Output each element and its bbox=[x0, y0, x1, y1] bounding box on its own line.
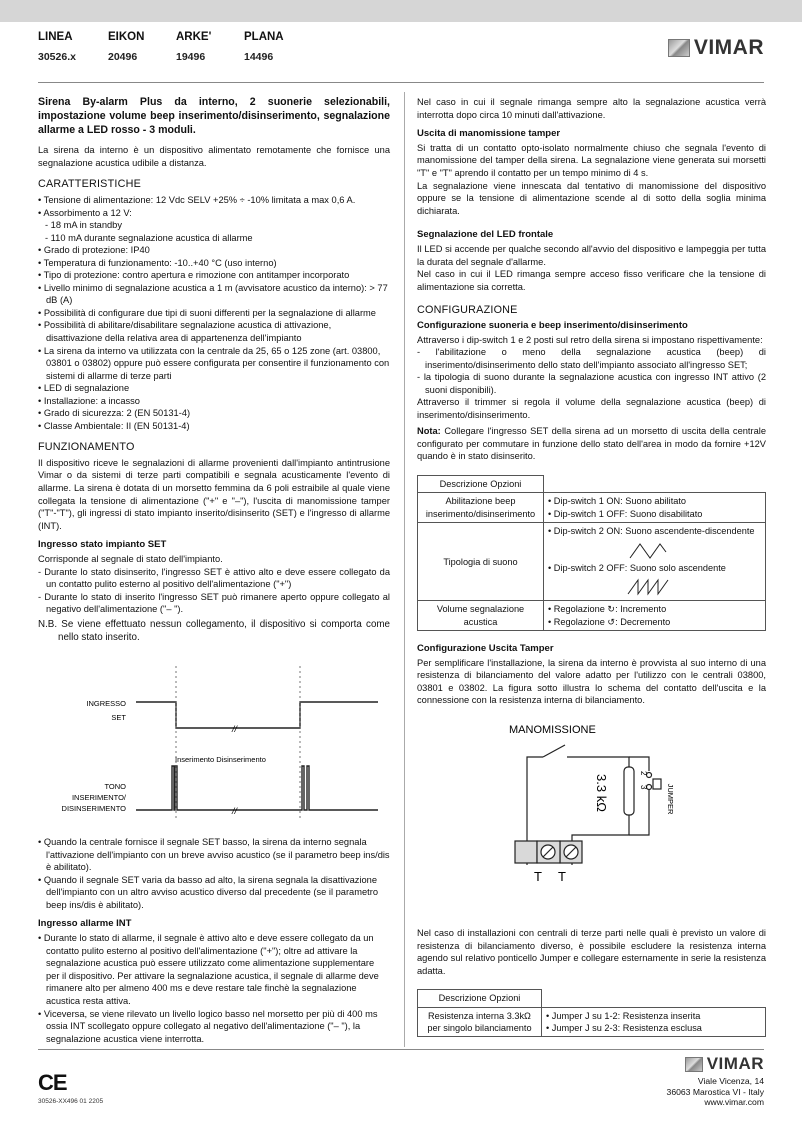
config-text: Attraverso i dip-switch 1 e 2 posti sul retro della sirena si impostano rispettivamente: bbox=[417, 334, 763, 345]
spec-item: • Assorbimento a 12 V: bbox=[38, 207, 390, 220]
timing-diagram bbox=[38, 658, 390, 828]
code-linea bbox=[38, 30, 118, 64]
spec-item: • Classe Ambientale: II (EN 50131-4) bbox=[38, 420, 390, 433]
table-header: Descrizione Opzioni bbox=[418, 476, 544, 493]
caratteristiche-heading: CARATTERISTICHE bbox=[38, 178, 141, 191]
option-value: • Dip-switch 1 OFF: Suono disabilitato bbox=[548, 508, 703, 519]
spec-item: • LED di segnalazione bbox=[38, 382, 390, 395]
footer-rule bbox=[38, 1049, 764, 1050]
set-item: - Durante lo stato di inserito l'ingresso SET può rimanere aperto oppure collegato al negativo dell'alimentazione ("– "). bbox=[38, 591, 390, 615]
tone-label: DISINSERIMENTO bbox=[61, 804, 126, 814]
tone-label: TONO bbox=[104, 782, 126, 792]
spec-subitem: - 18 mA in standby bbox=[45, 220, 122, 231]
funzionamento-heading: FUNZIONAMENTO bbox=[38, 441, 135, 454]
brand-word: VIMAR bbox=[706, 1054, 764, 1073]
spec-item: • Tensione di alimentazione: 12 Vdc SELV +25% ÷ -10% limitata a max 0,6 A. bbox=[38, 194, 390, 207]
set-item: - Durante lo stato disinserito, l'ingresso SET è attivo alto e deve essere collegato da un contatto pulito esterno al positivo dell'alimentazione ("+") bbox=[38, 566, 390, 590]
funzionamento-text: Il dispositivo riceve le segnalazioni di allarme provenienti dall'impianto antintrusione Vimar o da sistemi di terze parti compatibili e segnala acusticamente l'evento di allarme. La sirena è dotata di un morsetto femmina da 6 poli estraibile al quale viene collegata la tensione di alimentazione ("+" e "–"), l'uscita di manomissione tamper ("T"-"T"), gli ingressi di stato impianto inserito/disinserito (SET) e l'ingresso di allarme (INT). bbox=[38, 457, 390, 531]
document-number: 30526-XX496 01 2205 bbox=[38, 1098, 104, 1105]
top-band bbox=[0, 0, 802, 22]
config-item: - la tipologia di suono durante la segnalazione acustica con ingresso INT attivo (2 suoni disponibili). bbox=[417, 372, 766, 395]
led-heading: Segnalazione del LED frontale bbox=[417, 229, 554, 241]
option-value: • Regolazione ↻: Incremento bbox=[548, 604, 667, 615]
nb-note: N.B. Se viene effettuato nessun collegamento, il dispositivo si comporta come nello stato inserito. bbox=[38, 618, 390, 643]
set-label: SET bbox=[111, 713, 126, 723]
tamper-text: La segnalazione viene innescata dal tentativo di manomissione del dispositivo oppure se la tensione di alimentazione scende al di sotto della soglia minima dichiarata. bbox=[417, 180, 766, 216]
code-label: LINEA bbox=[38, 31, 73, 43]
third-party-text: Nel caso di installazioni con centrali di terze parti nelle quali è previsto un valore di resistenza di bilanciamento diverso, è possibile escludere la resistenza interna agendo sul relativo ponticello Jumper e collegare esternamente in serie la resistenza adatta. bbox=[417, 927, 766, 976]
spec-item: • Tipo di protezione: contro apertura e rimozione con antitamper incorporato bbox=[38, 269, 390, 282]
jumper-pin-2: 2 bbox=[639, 770, 648, 776]
terminal-label: T bbox=[534, 868, 542, 884]
config-item: - l'abilitazione o meno della segnalazione acustica (beep) di inserimento/disinserimento dello stato dell'impianto associato all'ingresso SET; bbox=[417, 347, 766, 370]
caratteristiche-list bbox=[38, 194, 390, 432]
int-item: • Durante lo stato di allarme, il segnale è attivo alto e deve essere collegato da un contatto pulito esterno al positivo dell'alimentazione ("+"); oltre ad attivare la segnalazione acustica può essere utilizzato come alimentazione supplementare per il dispositivo. Per attivare la segnalazione acustica, il segnale di allarme deve rimanere alto per almeno 400 ms e deve restare tale finchè la segnalazione acustica resta attiva. bbox=[38, 932, 390, 1007]
tamper-heading: Uscita di manomissione tamper bbox=[417, 128, 561, 140]
int-heading: Ingresso allarme INT bbox=[38, 918, 132, 930]
tamper-config-text: Per semplificare l'installazione, la sirena da interno è provvista al suo interno di una resistenza di bilanciamento del valore adatto per l'utilizzo con le centrali 03800, 03801 e 03802. La figura sotto illustra lo schema del contatto dell'uscita e la connessione con la resistenza interna di bilanciamento. bbox=[417, 657, 766, 706]
table-row bbox=[418, 601, 766, 631]
option-label: Volume segnalazione acustica bbox=[418, 601, 544, 631]
vimar-logo bbox=[668, 34, 764, 62]
code-label: EIKON bbox=[108, 31, 145, 43]
code-value: 19496 bbox=[176, 50, 206, 63]
timing-annotation: Inserimento Disinserimento bbox=[175, 755, 266, 765]
set-intro: Corrisponde al segnale di stato dell'impianto. bbox=[38, 554, 223, 564]
set-signal bbox=[136, 702, 378, 728]
set-behavior-item: • Quando il segnale SET varia da basso ad alto, la sirena segnala la disattivazione dell'impianto con un altro avviso acustico diverso dal precedente (se il parametro beep ins/dis è abilitato). bbox=[38, 874, 390, 912]
tamper-schematic bbox=[417, 715, 766, 915]
resistor-label: 3.3 kΩ bbox=[594, 774, 609, 812]
set-label: INGRESSO bbox=[86, 699, 126, 709]
tone-label: INSERIMENTO/ bbox=[71, 793, 126, 803]
code-value: 14496 bbox=[244, 50, 274, 63]
spec-item: • La sirena da interno va utilizzata con la centrale da 25, 65 o 125 zone (art. 03800, 03801 o 03802) oppure può essere configurata per consentire il funzionamento con sistemi di allarme di terze parti bbox=[38, 345, 390, 383]
code-value: 20496 bbox=[108, 50, 138, 63]
break-mark: // bbox=[232, 724, 238, 735]
option-value: • Jumper J su 1-2: Resistenza inserita bbox=[546, 1010, 701, 1021]
option-label: Tipologia di suono bbox=[418, 523, 544, 601]
table-row bbox=[418, 1007, 766, 1037]
code-label: ARKE' bbox=[176, 31, 212, 43]
spec-item: • Possibilità di configurare due tipi di suoni differenti per la segnalazione di allarme bbox=[38, 307, 390, 320]
config-text: Attraverso il trimmer si regola il volume della segnalazione acustica (beep) di inserimento/disinserimento. bbox=[417, 397, 766, 420]
jumper-pin-3: 3 bbox=[639, 784, 648, 790]
address-line: 36063 Marostica VI - Italy bbox=[666, 1086, 764, 1097]
led-text: Il LED si accende per qualche secondo all'avvio del dispositivo e lampeggia per tutta la durata del segnale d'allarme. bbox=[417, 244, 766, 267]
company-address bbox=[667, 1076, 764, 1108]
tamper-config-heading: Configurazione Uscita Tamper bbox=[417, 642, 554, 654]
spec-item: • Grado di protezione: IP40 bbox=[38, 244, 390, 257]
ce-mark: CE bbox=[38, 1070, 67, 1095]
vimar-logo-icon bbox=[685, 1057, 703, 1072]
nota-label: Nota: bbox=[417, 426, 441, 437]
break-mark: // bbox=[232, 806, 238, 817]
footer-vimar-logo bbox=[685, 1053, 764, 1076]
product-title: Sirena By-alarm Plus da interno, 2 suonerie selezionabili, impostazione volume beep inserimento/disinserimento, segnalazione allarme a LED rosso - 3 moduli. bbox=[38, 96, 390, 136]
address-line: Viale Vicenza, 14 bbox=[697, 1076, 764, 1086]
jumper-icon bbox=[653, 779, 661, 789]
schematic-title: MANOMISSIONE bbox=[509, 723, 596, 736]
terminal-block bbox=[515, 841, 537, 863]
spec-item: • Temperatura di funzionamento: -10..+40 °C (uso interno) bbox=[38, 257, 390, 270]
table-row bbox=[418, 523, 766, 601]
jumper-label: JUMPER bbox=[666, 783, 675, 815]
website-link[interactable]: www.vimar.com bbox=[704, 1097, 764, 1108]
option-value: • Dip-switch 2 OFF: Suono solo ascendente bbox=[548, 562, 726, 573]
set-behavior-item: • Quando la centrale fornisce il segnale SET basso, la sirena da interno segnala l'attivazione dell'impianto con un breve avviso acustico (se il parametro beep ins/dis è abilitato). bbox=[38, 836, 390, 874]
spec-item: • Livello minimo di segnalazione acustica a 1 m (avvisatore acustico da interno): > 77 dB (A) bbox=[38, 282, 390, 307]
vimar-logo-icon bbox=[668, 39, 690, 57]
tone-signal bbox=[136, 766, 378, 810]
configurazione-heading: CONFIGURAZIONE bbox=[417, 304, 518, 317]
nota-text: Collegare l'ingresso SET della sirena ad un morsetto di uscita della centrale configurato per commutare in funzione dello stato dell'area in modo da fornire +12V quando è in stato disinserito. bbox=[417, 426, 766, 462]
led-text: Nel caso in cui il LED rimanga sempre acceso fisso verificare che la tensione di alimentazione sia corretta. bbox=[417, 269, 766, 292]
resistor-icon bbox=[624, 767, 634, 815]
terminal-label: T bbox=[558, 868, 566, 884]
code-value: 30526.x bbox=[38, 50, 76, 63]
nota-paragraph bbox=[417, 425, 766, 463]
header-rule bbox=[38, 82, 764, 83]
intro-text: La sirena da interno è un dispositivo alimentato remotamente che fornisce una segnalazione acustica udibile a distanza. bbox=[38, 145, 390, 168]
right-column bbox=[417, 96, 766, 1037]
code-label: PLANA bbox=[244, 31, 284, 43]
sawtooth-up-icon bbox=[626, 576, 670, 596]
int-item: • Viceversa, se viene rilevato un livello logico basso nel morsetto per più di 400 ms ossia INT scollegato oppure collegato al negativo dell'alimentazione ("– "), la segnalazione acustica viene interrotta. bbox=[38, 1008, 390, 1046]
left-column bbox=[38, 96, 390, 1045]
spec-item: • Possibilità di abilitare/disabilitare segnalazione acustica di attivazione, disattivazione della relativa area di appartenenza dell'impianto bbox=[38, 319, 390, 344]
set-heading: Ingresso stato impianto SET bbox=[38, 539, 167, 551]
option-label: Resistenza interna 3.3kΩ per singolo bilanciamento bbox=[418, 1007, 542, 1037]
table-row bbox=[418, 493, 766, 523]
sawtooth-up-down-icon bbox=[628, 540, 668, 560]
jumper-table bbox=[417, 989, 766, 1037]
code-plana bbox=[244, 30, 324, 64]
jumper-term: Jumper bbox=[539, 953, 571, 964]
option-value: • Regolazione ↺: Decremento bbox=[548, 616, 671, 627]
column-divider bbox=[404, 92, 405, 1047]
config-subheading: Configurazione suoneria e beep inserimento/disinserimento bbox=[417, 319, 688, 331]
brand-word: VIMAR bbox=[693, 36, 764, 59]
options-table bbox=[417, 475, 766, 631]
option-label: Abilitazione beep inserimento/disinserimento bbox=[418, 493, 544, 523]
option-value: • Jumper J su 2-3: Resistenza esclusa bbox=[546, 1023, 702, 1034]
spec-item: • Grado di sicurezza: 2 (EN 50131-4) bbox=[38, 407, 390, 420]
option-value: • Dip-switch 2 ON: Suono ascendente-discendente bbox=[548, 526, 755, 537]
spec-item: • Installazione: a incasso bbox=[38, 395, 390, 408]
spec-subitem: - 110 mA durante segnalazione acustica di allarme bbox=[45, 232, 253, 243]
tamper-text: Si tratta di un contatto opto-isolato normalmente chiuso che segnala l'evento di manomissione del tamper della sirena. La segnalazione viene generata sui morsetti "T" e "T" aprendo il contatto per un tempo minimo di 4 s. bbox=[417, 142, 766, 178]
option-value: • Dip-switch 1 ON: Suono abilitato bbox=[548, 496, 687, 507]
table-header: Descrizione Opzioni bbox=[418, 990, 542, 1007]
int-timeout-text: Nel caso in cui il segnale rimanga sempre alto la segnalazione acustica verrà interrotta dopo circa 10 minuti dall'attivazione. bbox=[417, 97, 766, 120]
